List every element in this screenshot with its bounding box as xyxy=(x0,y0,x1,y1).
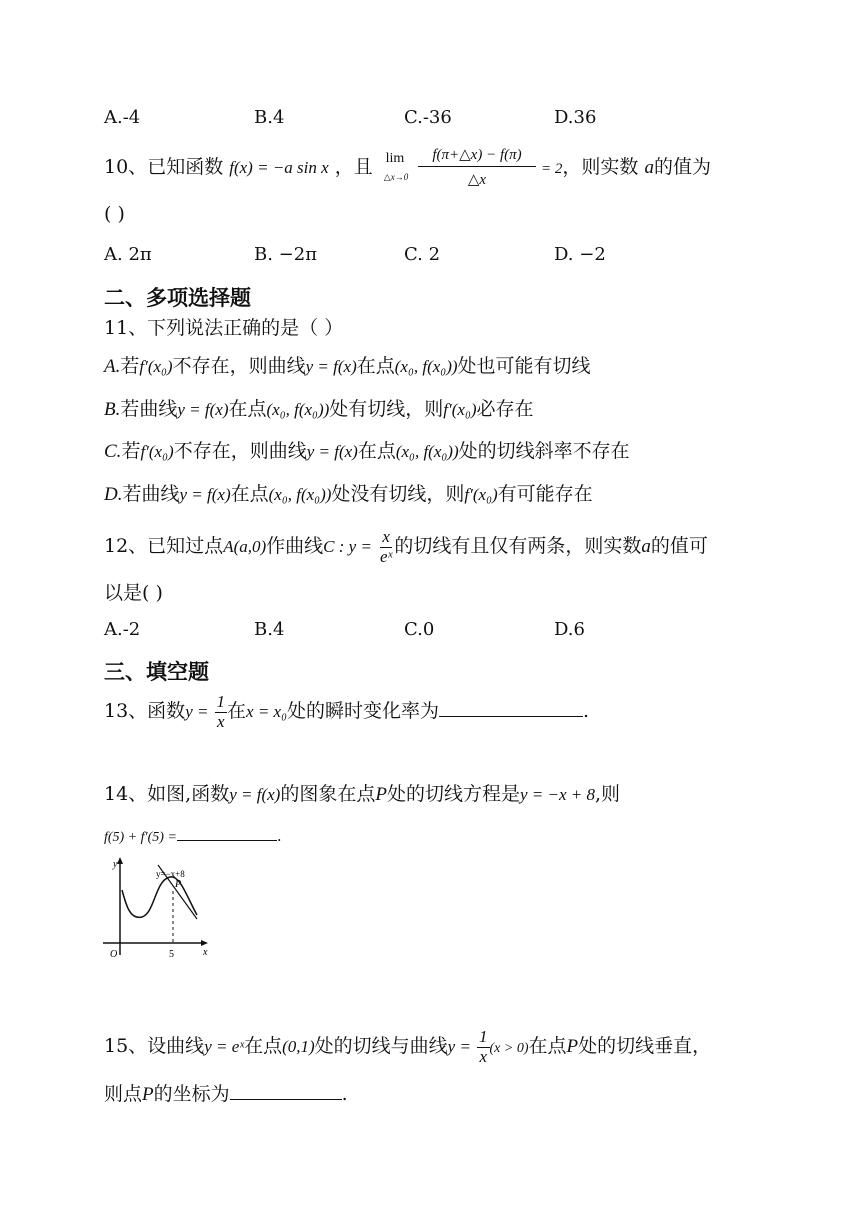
fig-origin-label: O xyxy=(110,949,118,960)
curve-f xyxy=(122,877,197,918)
section-heading-fill-in: 三、填空题 xyxy=(104,660,209,684)
q9-option-a: A.-4 xyxy=(104,107,141,128)
q10-stem: 10、已知函数 f(x) = −a sin x ，且 xyxy=(104,156,373,178)
q14-graph-figure xyxy=(100,855,215,965)
q15-stem-line2: 则点P的坐标为 . xyxy=(104,1083,348,1105)
fig-x-label: x xyxy=(203,947,208,958)
q11-option-b: B.若曲线y = f(x)在点(x₀, f(x₀))处有切线，则f′(x₀)必存在 xyxy=(104,398,534,420)
q15-answer-blank[interactable] xyxy=(230,1081,342,1100)
q11-option-d: D.若曲线y = f(x)在点(x₀, f(x₀))处没有切线，则f′(x₀)有可能存在 xyxy=(104,483,593,505)
q10-option-c: C. 2 xyxy=(404,244,441,265)
q12-option-a: A.-2 xyxy=(104,619,141,640)
q15-fraction: $\frac{1}{x}$ xyxy=(479,1027,488,1066)
fig-point-p: P xyxy=(175,879,182,890)
section-heading-multiple-choice: 二、多项选择题 xyxy=(104,286,251,310)
q9-option-c: C.-36 xyxy=(404,107,452,128)
q11-option-a: A.若f′(x₀)不存在，则曲线y = f(x)在点(x₀, f(x₀))处也可能有切线 xyxy=(104,355,591,377)
q12-option-b: B.4 xyxy=(254,619,285,640)
q11-option-c: C.若f′(x₀)不存在，则曲线y = f(x)在点(x₀, f(x₀))处的切线斜率不存在 xyxy=(104,440,630,462)
q14-stem: 14、如图,函数y = f(x)的图象在点P处的切线方程是y = −x + 8,则 xyxy=(104,783,621,805)
q9-option-d: D.36 xyxy=(554,107,597,128)
y-axis-arrow-icon xyxy=(117,857,123,864)
x-axis-arrow-icon xyxy=(201,940,208,946)
q10-limit-denominator: △x xyxy=(467,172,487,188)
q13-fraction: $\frac{1}{x}$ xyxy=(216,692,226,731)
q10-answer-paren: ( ) xyxy=(104,203,125,225)
q9-option-b: B.4 xyxy=(254,107,285,128)
q10-function: f(x) = −a sin x xyxy=(229,158,329,177)
q10-option-b: B. −2π xyxy=(254,244,318,265)
q12-stem-line2: 以是( ) xyxy=(104,582,163,604)
q10-limit-subscript: △x→0 xyxy=(383,172,409,182)
q14-answer-blank[interactable] xyxy=(177,826,277,841)
fig-y-label: y xyxy=(113,859,118,870)
q10-stem-tail: = 2，则实数 a的值为 xyxy=(541,156,711,178)
q12-option-d: D.6 xyxy=(554,619,585,640)
q12-fraction: $\frac{x}{\text{eˣ}}$ xyxy=(380,527,393,566)
fig-tick-5: 5 xyxy=(169,949,174,960)
q12-stem: 12、已知过点A(a,0)作曲线C : y = $\frac{x}{\text{eˣ}}$ 的切线有且仅有两条，则实数a的值可 xyxy=(104,527,708,566)
q13-answer-blank[interactable] xyxy=(439,698,583,717)
q15-stem: 15、设曲线y = eˣ在点(0,1)处的切线与曲线y = $\frac{1}{x}$ (x > 0)在点P处的切线垂直， xyxy=(104,1027,712,1066)
q10-limit: lim xyxy=(385,151,405,166)
fig-tangent-label: y=−x+8 xyxy=(156,869,185,879)
q10-option-d: D. −2 xyxy=(554,244,606,265)
q14-stem-line2: f(5) + f′(5) = . xyxy=(104,827,282,845)
q10-option-a: A. 2π xyxy=(104,244,152,265)
q11-stem: 11、下列说法正确的是（ ） xyxy=(104,317,344,339)
q10-limit-numerator: f(π+△x) − f(π) xyxy=(418,145,536,167)
q12-option-c: C.0 xyxy=(404,619,435,640)
q13-stem: 13、函数y = $\frac{1}{x}$ 在x = x₀处的瞬时变化率为 . xyxy=(104,692,590,731)
